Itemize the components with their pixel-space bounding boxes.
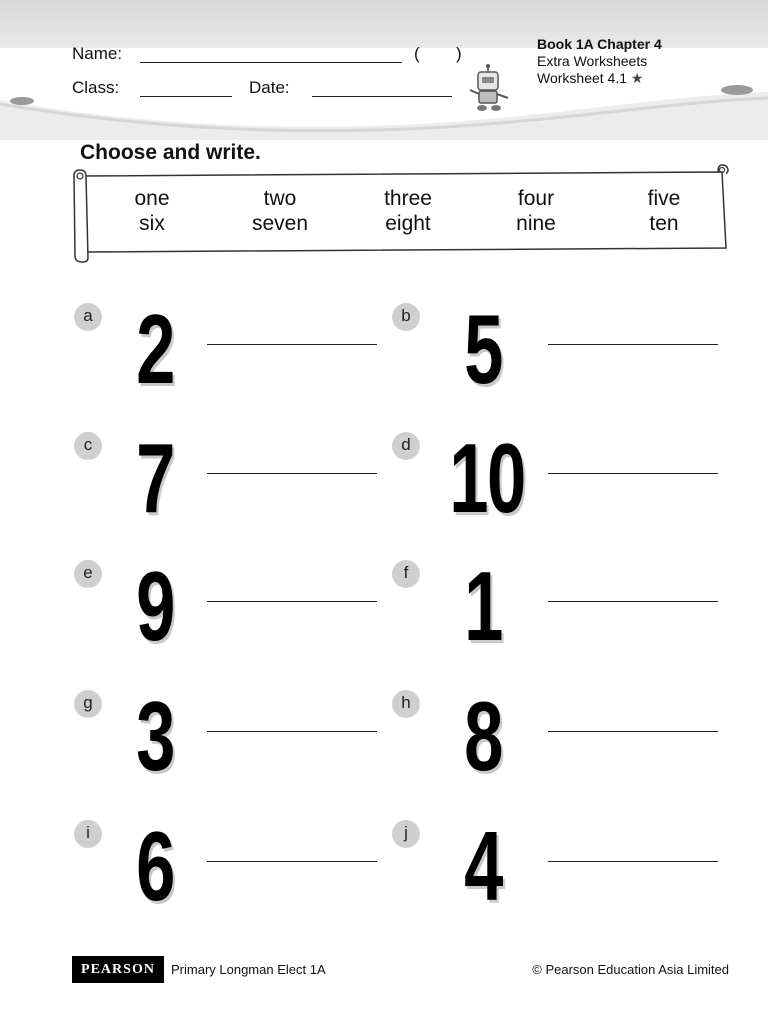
word-bank [88, 186, 728, 236]
date-field[interactable] [312, 96, 452, 97]
class-number-paren-close: ) [456, 44, 462, 63]
exercise-item-f [392, 551, 732, 661]
answer-line-c[interactable] [207, 473, 377, 474]
robot-mascot-icon [466, 64, 512, 114]
item-letter-badge: d [392, 432, 420, 460]
word-eight: eight [385, 212, 431, 235]
word-six: six [139, 212, 165, 235]
exercise-item-a [74, 294, 414, 404]
item-numeral: 8 [464, 681, 502, 791]
date-label: Date: [249, 78, 290, 97]
word-seven: seven [251, 212, 309, 235]
exercise-item-h [392, 681, 732, 791]
name-field[interactable] [140, 62, 402, 63]
item-letter-badge: g [74, 690, 102, 718]
product-name: Primary Longman Elect 1A [171, 962, 326, 977]
worksheet-series: Extra Worksheets [537, 53, 648, 69]
item-letter-badge: c [74, 432, 102, 460]
word-nine: nine [516, 212, 556, 235]
item-numeral: 5 [464, 294, 502, 404]
word-five: five [647, 187, 681, 210]
item-numeral: 7 [136, 423, 174, 533]
exercise-item-d [392, 423, 732, 533]
word-three: three [384, 187, 432, 210]
item-numeral: 4 [464, 811, 502, 921]
book-chapter: Book 1A Chapter 4 [537, 36, 662, 52]
exercise-item-b [392, 294, 732, 404]
item-numeral: 1 [464, 551, 502, 661]
answer-line-i[interactable] [207, 861, 377, 862]
instruction-title: Choose and write. [80, 141, 261, 164]
item-letter-badge: j [392, 820, 420, 848]
answer-line-d[interactable] [548, 473, 718, 474]
answer-line-g[interactable] [207, 731, 377, 732]
item-letter-badge: f [392, 560, 420, 588]
exercise-item-e [74, 551, 414, 661]
class-field[interactable] [140, 96, 232, 97]
item-numeral: 6 [136, 811, 174, 921]
answer-line-h[interactable] [548, 731, 718, 732]
name-label: Name: [72, 44, 123, 63]
class-label: Class: [72, 78, 120, 97]
worksheet-number: Worksheet 4.1 [537, 70, 628, 86]
word-bank-row-2 [88, 211, 728, 236]
book-info [537, 36, 662, 87]
answer-line-j[interactable] [548, 861, 718, 862]
word-bank-row-1 [88, 186, 728, 211]
answer-line-a[interactable] [207, 344, 377, 345]
item-letter-badge: h [392, 690, 420, 718]
word-two: two [263, 187, 297, 210]
item-numeral: 3 [136, 681, 174, 791]
answer-line-f[interactable] [548, 601, 718, 602]
exercise-item-i [74, 811, 414, 921]
worksheet-number-line [537, 70, 662, 87]
exercise-item-j [392, 811, 732, 921]
word-four: four [517, 187, 555, 210]
star-icon: ★ [630, 70, 644, 86]
copyright-notice: © Pearson Education Asia Limited [532, 962, 729, 977]
class-number-paren-open: ( [414, 44, 420, 63]
exercise-item-c [74, 423, 414, 533]
item-letter-badge: a [74, 303, 102, 331]
word-ten: ten [649, 212, 679, 235]
item-letter-badge: i [74, 820, 102, 848]
publisher-logo: PEARSON [72, 956, 164, 983]
item-numeral: 9 [136, 551, 174, 661]
item-letter-badge: b [392, 303, 420, 331]
word-one: one [134, 187, 170, 210]
exercise-item-g [74, 681, 414, 791]
answer-line-e[interactable] [207, 601, 377, 602]
item-numeral: 2 [136, 294, 174, 404]
item-numeral: 10 [449, 423, 525, 533]
item-letter-badge: e [74, 560, 102, 588]
answer-line-b[interactable] [548, 344, 718, 345]
